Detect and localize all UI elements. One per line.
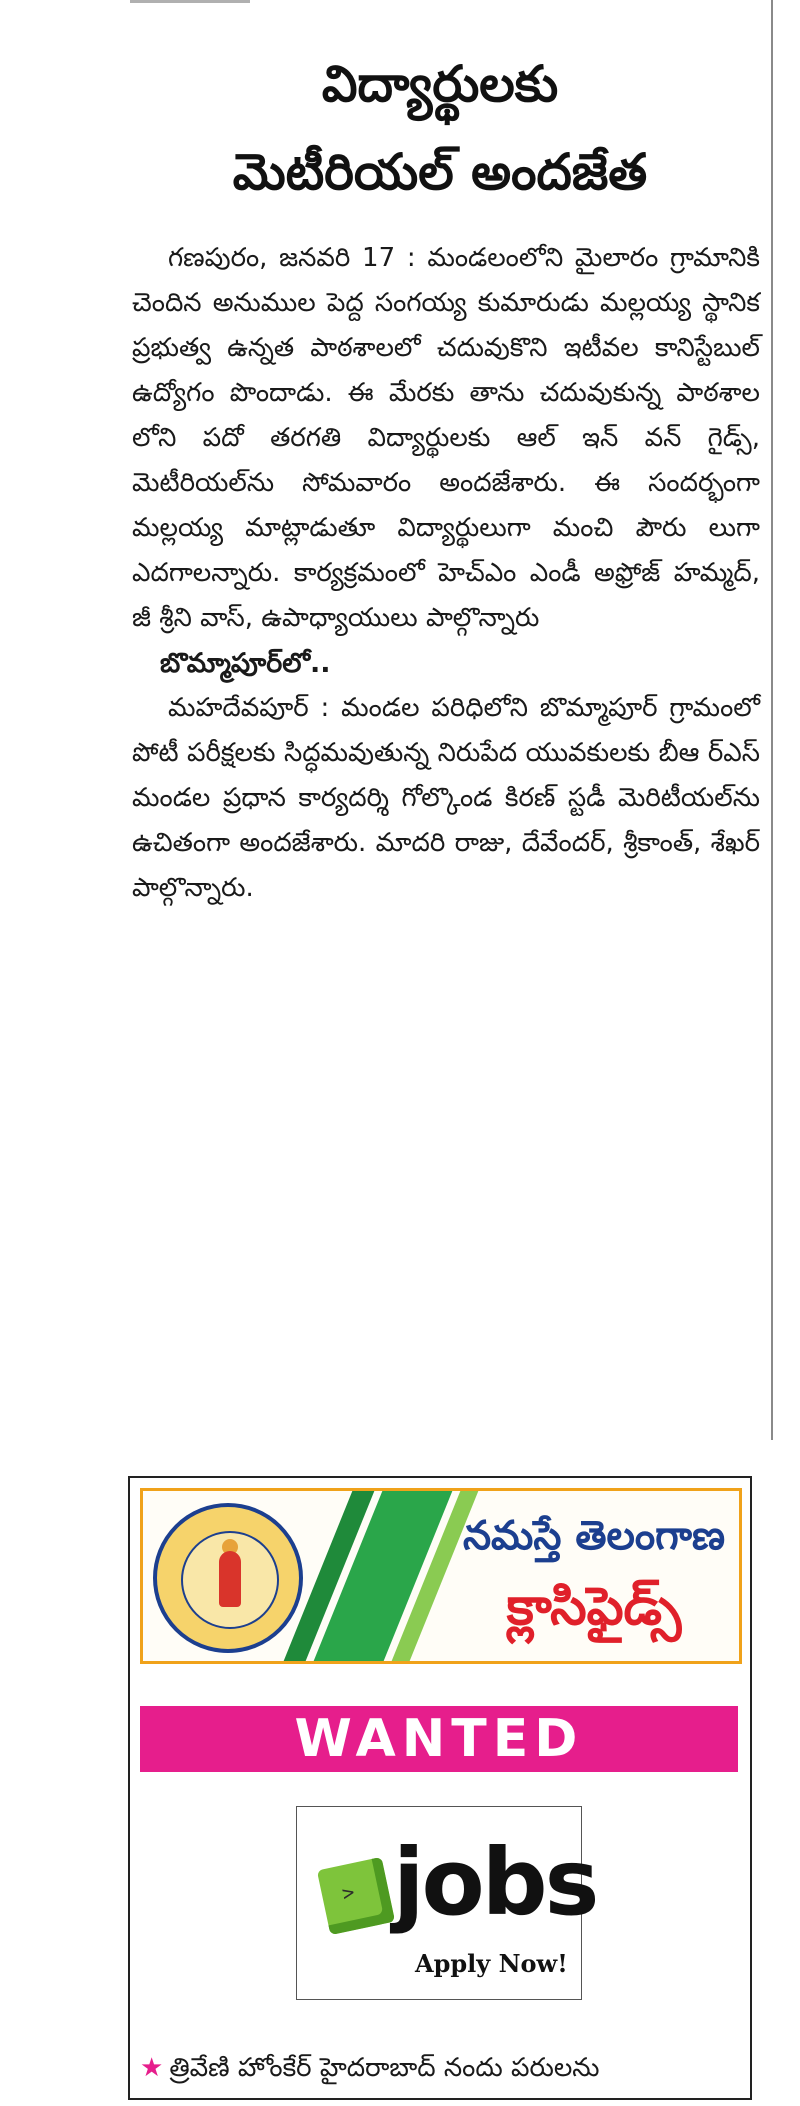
column-rule [771, 0, 773, 1440]
cube-icon [317, 1857, 395, 1935]
cursor-icon: > [339, 1879, 357, 1906]
listing-text: త్రివేణి హోంకేర్ హైదరాబాద్ నందు పరులను [169, 2053, 600, 2083]
article-paragraph-2: మహదేవపూర్ : మండల పరిధిలోని బొమ్మాపూర్ గ్రామంలో పోటీ పరీక్షలకు సిద్ధమవుతున్న నిరుపేద యువకులకు బీఆ ర్‌ఎస్ మండల ప్రధాన కార్యదర్శి గోల్కొండ కిరణ్ స్టడీ మెరిటీయల్‌ను ఉచితంగా అందజేశారు. మాదరి రాజు, దేవేందర్, శ్రీకాంత్, శేఖర్ పాల్గొన్నారు. [132, 693, 760, 903]
classifieds-banner [140, 1488, 742, 1664]
star-icon: ★ [140, 2053, 164, 2083]
jobs-word: jobs [393, 1829, 597, 1936]
namasthe-telangana-seal-logo [153, 1503, 303, 1653]
brand-classifieds: క్లాసిఫైడ్స్ [506, 1577, 682, 1637]
headline-line-2: మెటీరియల్ అందజేత [232, 143, 648, 201]
jobs-card [296, 1806, 597, 2000]
seal-inner-ring [181, 1531, 279, 1629]
brand-name: నమస్తే తెలంగాణ [462, 1513, 726, 1559]
article-body [132, 236, 760, 911]
goddess-figure-icon [219, 1551, 241, 1607]
headline-line-1: విద్యార్థులకు [321, 55, 559, 113]
wanted-banner: WANTED [140, 1706, 738, 1772]
article-subheading: బొమ్మాపూర్‌లో.. [160, 648, 331, 679]
classified-listing [140, 2046, 740, 2106]
classifieds-ad [128, 1476, 752, 2100]
apply-now-label: Apply Now! [415, 1949, 568, 1978]
top-rule [130, 0, 250, 3]
article-paragraph-1: గణపురం, జనవరి 17 : మండలంలోని మైలారం గ్రామానికి చెందిన అనుముల పెద్ద సంగయ్య కుమారుడు మల్లయ్య స్థానిక ప్రభుత్వ ఉన్నత పాఠశాలలో చదువుకొని ఇటీవల కానిస్టేబుల్ ఉద్యోగం పొందాడు. ఈ మేరకు తాను చదువుకున్న పాఠశాల లోని పదో తరగతి విద్యార్థులకు ఆల్ ఇన్ వన్ గైడ్స్, మెటీరియల్‌ను సోమవారం అందజేశారు. ఈ సందర్భంగా మల్లయ్య మాట్లాడుతూ విద్యార్థులుగా మంచి పౌరు లుగా ఎదగాలన్నారు. కార్యక్రమంలో హెచ్‌ఎం ఎండీ అఫ్రోజ్ హమ్మద్, జీ శ్రీని వాస్, ఉపాధ్యాయులు పాల్గొన్నారు [132, 243, 760, 633]
